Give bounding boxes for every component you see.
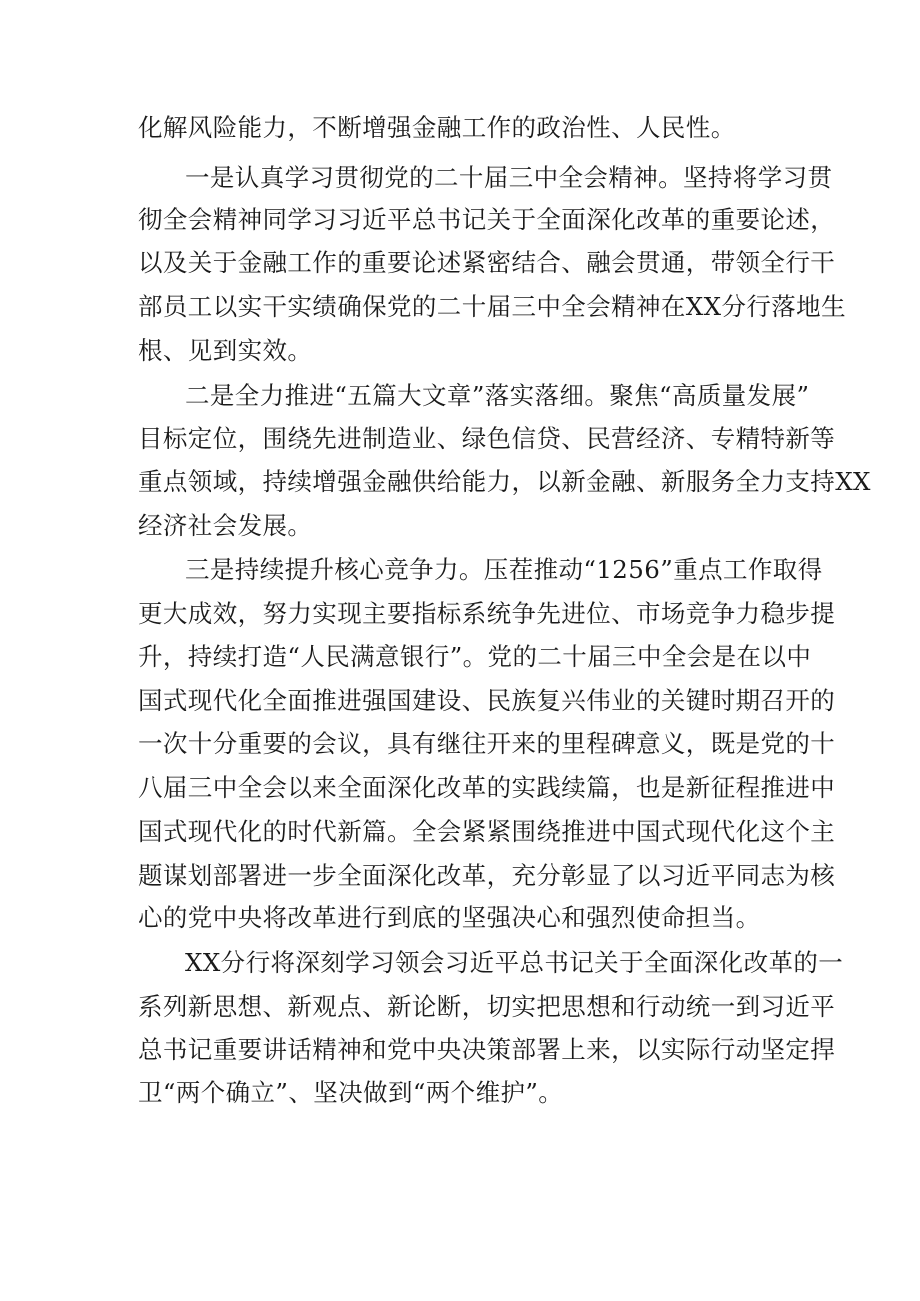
paragraph-line: 以及关于金融工作的重要论述紧密结合、融会贯通，带领全行干 [138, 248, 836, 277]
paragraph-line: 彻全会精神同学习习近平总书记关于全面深化改革的重要论述， [138, 205, 836, 234]
paragraph-line: 一是认真学习贯彻党的二十届三中全会精神。坚持将学习贯 [185, 163, 833, 192]
paragraph-line: 三是持续提升核心竞争力。压茬推动“1256”重点工作取得 [185, 555, 823, 584]
paragraph-line: XX分行将深刻学习领会习近平总书记关于全面深化改革的一 [185, 948, 844, 977]
paragraph-line: 八届三中全会以来全面深化改革的实践续篇，也是新征程推进中 [138, 773, 836, 802]
paragraph-line: 更大成效，努力实现主要指标系统争先进位、市场竞争力稳步提 [138, 599, 836, 628]
paragraph-line: 化解风险能力，不断增强金融工作的政治性、人民性。 [138, 113, 736, 142]
paragraph-line: 部员工以实干实绩确保党的二十届三中全会精神在XX分行落地生 [138, 292, 846, 321]
paragraph-line: 心的党中央将改革进行到底的坚强决心和强烈使命担当。 [138, 903, 761, 932]
paragraph-line: 总书记重要讲话精神和党中央决策部署上来，以实际行动坚定捍 [138, 1035, 836, 1064]
paragraph-line: 升，持续打造“人民满意银行”。党的二十届三中全会是在以中 [138, 642, 812, 671]
paragraph-line: 经济社会发展。 [138, 511, 313, 540]
paragraph-line: 二是全力推进“五篇大文章”落实落细。聚焦“高质量发展” [185, 381, 810, 410]
paragraph-line: 重点领域，持续增强金融供给能力，以新金融、新服务全力支持XX [138, 467, 871, 496]
paragraph-line: 一次十分重要的会议，具有继往开来的里程碑意义，既是党的十 [138, 729, 836, 758]
paragraph-line: 国式现代化全面推进强国建设、民族复兴伟业的关键时期召开的 [138, 686, 836, 715]
paragraph-line: 题谋划部署进一步全面深化改革，充分彰显了以习近平同志为核 [138, 861, 836, 890]
paragraph-line: 目标定位，围绕先进制造业、绿色信贷、民营经济、专精特新等 [138, 424, 836, 453]
paragraph-line: 卫“两个确立”、坚决做到“两个维护”。 [138, 1078, 564, 1107]
paragraph-line: 国式现代化的时代新篇。全会紧紧围绕推进中国式现代化这个主 [138, 817, 836, 846]
paragraph-line: 根、见到实效。 [138, 336, 313, 365]
paragraph-line: 系列新思想、新观点、新论断，切实把思想和行动统一到习近平 [138, 992, 836, 1021]
